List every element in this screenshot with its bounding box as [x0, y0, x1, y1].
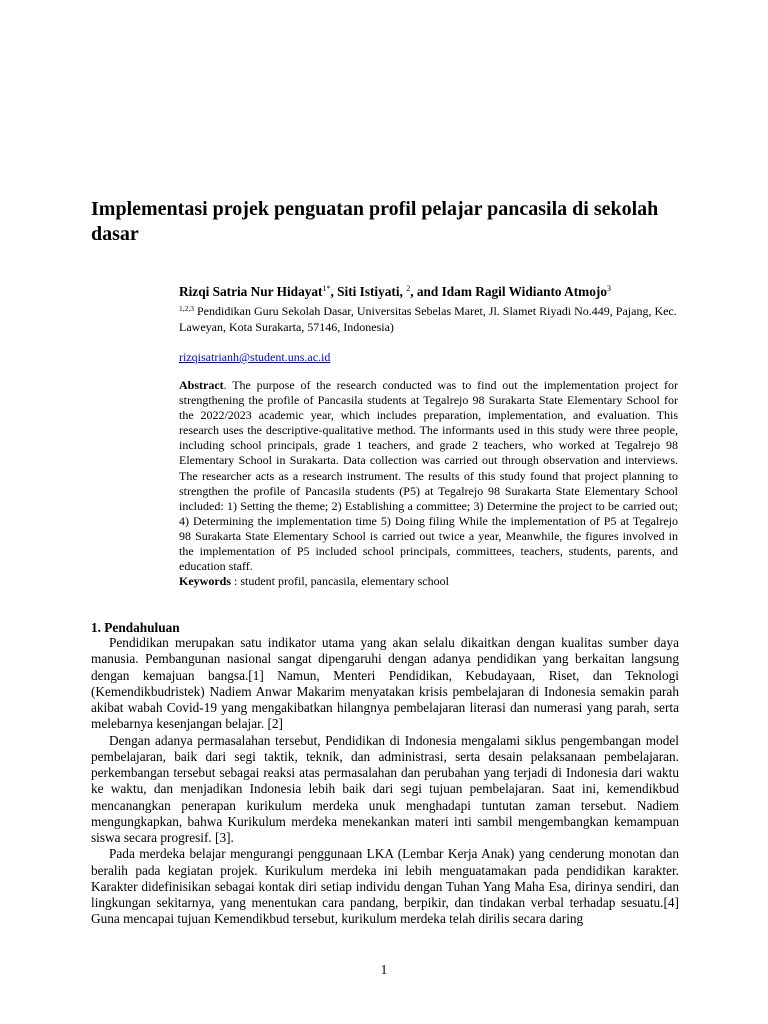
body-paragraph: Pendidikan merupakan satu indikator utama yang akan selalu dikaitkan dengan kualitas sumber daya manusia. Pembangunan nasional sangat dipengaruhi dengan adanya pendidikan yang berkaitan langsung dengan kemajuan bangsa.[1] Namun, Menteri Pendidikan, Kebudayaan, Riset, dan Teknologi (Kemendikbudristek) Nadiem Anwar Makarim menyatakan krisis pembelajaran di Indonesia semakin parah akibat wabah Covid-19 yang mengakibatkan hilangnya pembelajaran literasi dan numerasi yang parah, serta melebarnya kesenjangan belajar. [2] [91, 635, 679, 732]
author-affiliation-marker: 3 [606, 284, 611, 293]
author-affiliation-marker: 1* [322, 284, 331, 293]
section-body [91, 635, 679, 928]
author-name: Siti Istiyati, [337, 284, 407, 299]
abstract-text: . The purpose of the research conducted was to find out the implementation project for strengthening the profile of Pancasila students at Tegalrejo 98 Surakarta State Elementary School for the 2022/2023 academic year, which includes preparation, implementation, and evaluation. This research uses the descriptive-qualitative method. The informants used in this study were three people, including school principals, grade 1 teachers, and grade 2 teachers, who worked at Tegalrejo 98 Elementary School in Surakarta. Data collection was carried out through observation and interviews. The researcher acts as a research instrument. The results of this study found that project planning to strengthen the profile of Pancasila students (P5) at Tegalrejo 98 Surakarta State Elementary School included: 1) Setting the theme; 2) Establishing a committee; 3) Determine the project to be carried out; 4) Determining the implementation time 5) Doing filing While the implementation of P5 at Tegalrejo 98 Surakarta State Elementary School is carried out twice a year, Meanwhile, the figures involved in the implementation of P5 included school principals, committees, teachers, students, parents, and education staff. [179, 378, 678, 574]
author-email-link[interactable]: rizqisatrianh@student.uns.ac.id [179, 350, 331, 364]
keywords-label: Keywords [179, 574, 231, 588]
affiliation [179, 304, 678, 335]
body-paragraph: Dengan adanya permasalahan tersebut, Pendidikan di Indonesia mengalami siklus pengembangan model pembelajaran, baik dari segi taktik, teknik, dan administrasi, serta desain pelaksanaan pembelajaran. perkembangan tersebut sebagai reaksi atas permasalahan dan perubahan yang terjadi di Indonesia dari waktu ke waktu, dan menjadikan Indonesia lebih baik dari segi tujuan pembelajaran. Saat ini, kemendikbud mencanangkan penerapan kurikulum merdeka unuk menghadapi tuntutan zaman tersebut. Nadiem mengungkapkan, bahwa Kurikulum merdeka menekankan materi inti sambil mengembangkan kemampuan siswa secara progresif. [3]. [91, 732, 679, 845]
author-name: Rizqi Satria Nur Hidayat [179, 284, 323, 299]
page-number: 1 [380, 962, 388, 977]
author-separator: , [330, 284, 338, 299]
keywords-text: : student profil, pancasila, elementary school [231, 574, 449, 588]
author-list [179, 283, 679, 301]
paper-title: Implementasi projek penguatan profil pelajar pancasila di sekolah dasar [91, 198, 659, 245]
body-paragraph: Pada merdeka belajar mengurangi penggunaan LKA (Lembar Kerja Anak) yang cenderung monotan dan beralih pada kegiatan projek. Kurikulum merdeka ini lebih menguatamakan pada pendidikan karakter. Karakter didefinisikan sebagai kontak diri setiap individu dengan Tuhan Yang Maha Esa, dirinya sendiri, dan lingkungan sekitarnya, yang menentukan cara pandang, berpikir, dan tindakan verbal terhadap sesuatu.[4] Guna mencapai tujuan Kemendikbud tersebut, kurikulum merdeka telah dirilis secara daring [91, 846, 679, 927]
keywords [179, 574, 678, 589]
section-heading: 1. Pendahuluan [91, 620, 180, 635]
author-affiliation-marker: 2 [406, 284, 411, 293]
abstract [179, 378, 678, 574]
affiliation-marker: 1,2,3 [179, 304, 194, 313]
abstract-label: Abstract [179, 378, 224, 392]
affiliation-text: Pendidikan Guru Sekolah Dasar, Universitas Sebelas Maret, Jl. Slamet Riyadi No.449, Pajang, Kec. Laweyan, Kota Surakarta, 57146, Indonesia) [179, 304, 677, 334]
author-name: Idam Ragil Widianto Atmojo [441, 284, 607, 299]
author-separator: , and [410, 284, 442, 299]
